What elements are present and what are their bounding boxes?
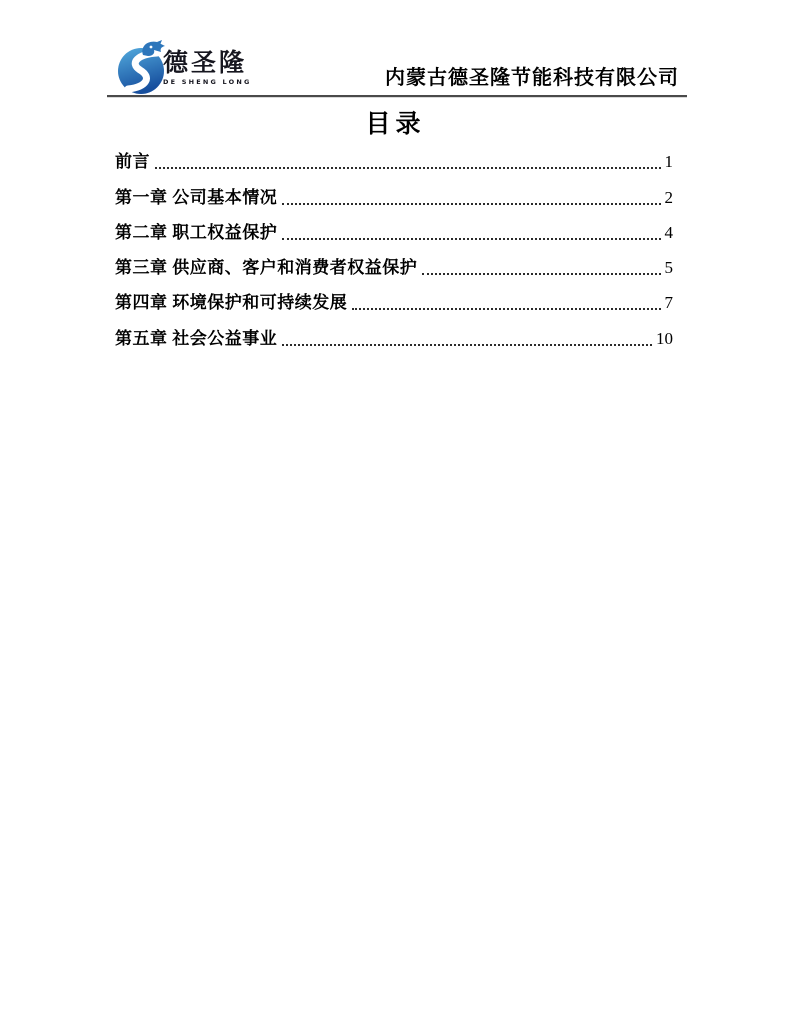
toc-leader-dots [155,167,661,169]
toc-entry-page-number: 1 [664,152,673,172]
toc-entry-label: 第五章 社会公益事业 [115,328,278,348]
toc-leader-dots [282,238,660,240]
toc-entry-chapter-1[interactable] [115,181,673,216]
logo-name-chinese: 德圣隆 [163,47,248,77]
toc-title: 目录 [365,111,426,138]
toc-entry-chapter-4[interactable] [115,287,673,322]
toc-entry-page-number: 7 [664,293,673,313]
toc-entry-chapter-5[interactable] [115,322,673,357]
toc-entry-page-number: 5 [664,258,673,278]
header-divider-line [107,95,687,97]
toc-entry-page-number: 10 [656,328,673,348]
toc-entry-chapter-2[interactable] [115,217,673,252]
table-of-contents [115,146,673,358]
toc-entry-page-number: 4 [664,222,673,242]
toc-entry-label: 第二章 职工权益保护 [115,222,278,242]
toc-leader-dots [422,273,660,275]
toc-entry-foreword[interactable] [115,146,673,181]
toc-entry-label: 前言 [115,152,150,172]
toc-leader-dots [282,344,652,346]
toc-leader-dots [352,308,660,310]
toc-entry-chapter-3[interactable] [115,252,673,287]
toc-entry-label: 第三章 供应商、客户和消费者权益保护 [115,258,418,278]
toc-entry-label: 第一章 公司基本情况 [115,187,278,207]
dragon-logo-icon [116,40,170,96]
logo-wordmark [163,47,252,87]
toc-leader-dots [282,203,660,205]
company-logo [116,40,252,96]
company-name-header: 内蒙古德圣隆节能科技有限公司 [385,67,679,89]
toc-entry-page-number: 2 [664,187,673,207]
logo-name-english: DE SHENG LONG [163,78,252,87]
toc-entry-label: 第四章 环境保护和可持续发展 [115,293,348,313]
